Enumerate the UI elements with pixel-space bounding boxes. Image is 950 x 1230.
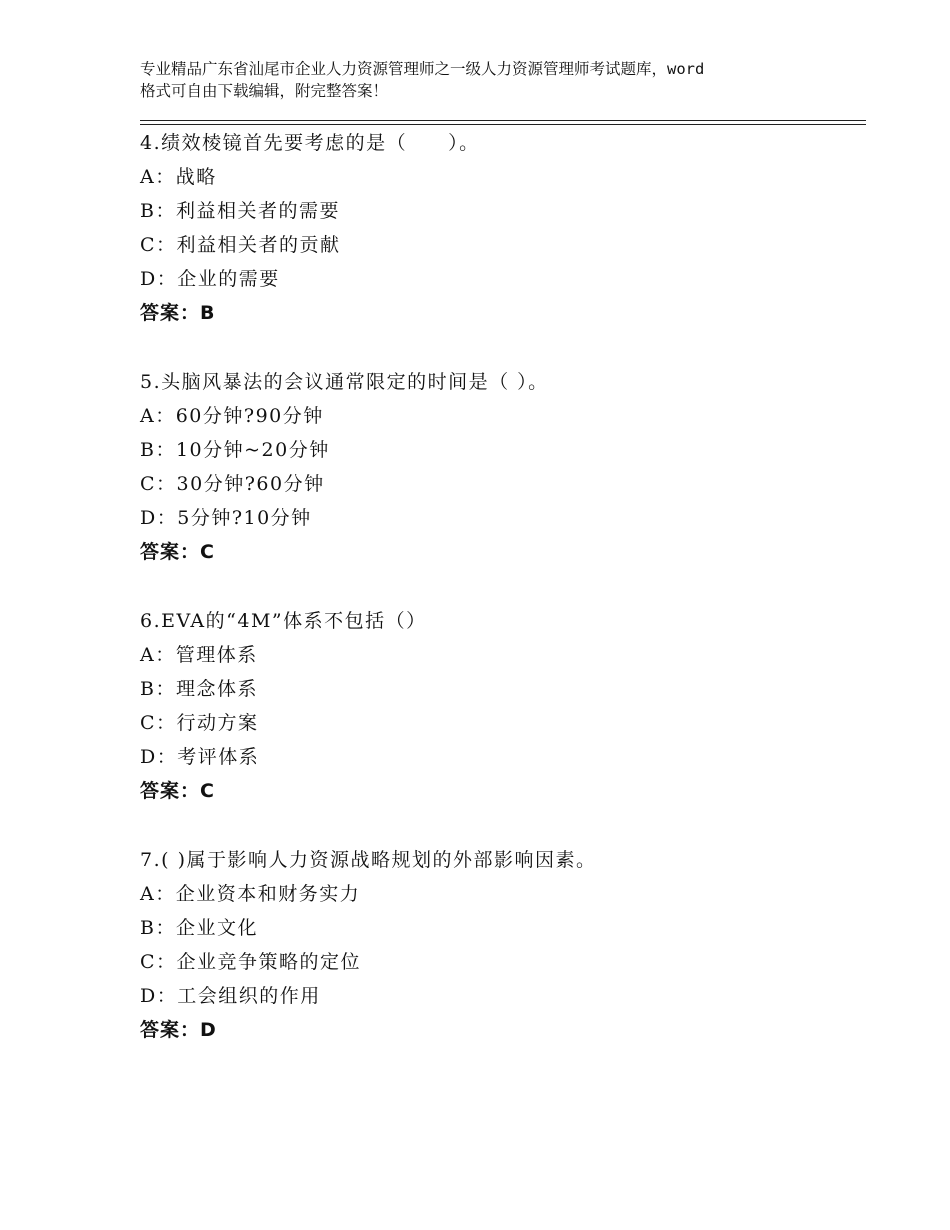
option-d: D：企业的需要 [140,268,280,290]
header-title-line-1: 专业精品广东省汕尾市企业人力资源管理师之一级人力资源管理师考试题库，word [140,60,705,78]
option-a: A：企业资本和财务实力 [140,883,361,905]
answer-label: 答案：D [140,1019,217,1041]
question-list [140,126,860,1082]
question-4 [140,126,860,330]
answer-label: 答案：C [140,780,215,802]
option-c: C：企业竞争策略的定位 [140,951,362,973]
option-b: B：10分钟~20分钟 [140,439,330,461]
question-7 [140,843,860,1047]
option-d: D：工会组织的作用 [140,985,321,1007]
option-d: D：5分钟?10分钟 [140,507,312,529]
question-stem: 6.EVA的“4M”体系不包括（） [140,610,427,632]
answer-label: 答案：C [140,541,215,563]
option-d: D：考评体系 [140,746,260,768]
option-a: A：管理体系 [140,644,258,666]
question-stem: 4.绩效棱镜首先要考虑的是（ ）。 [140,132,480,154]
option-c: C：30分钟?60分钟 [140,473,325,495]
answer-label: 答案：B [140,302,216,324]
question-6 [140,604,860,808]
header-divider-top [140,120,866,121]
option-c: C：利益相关者的贡献 [140,234,341,256]
question-stem: 7.( )属于影响人力资源战略规划的外部影响因素。 [140,849,597,871]
option-b: B：利益相关者的需要 [140,200,340,222]
header-divider-bottom [140,124,866,125]
question-5 [140,365,860,569]
question-stem: 5.头脑风暴法的会议通常限定的时间是（ ）。 [140,371,549,393]
option-a: A：战略 [140,166,217,188]
header-title-line-2: 格式可自由下载编辑，附完整答案！ [140,82,389,100]
option-b: B：企业文化 [140,917,258,939]
option-c: C：行动方案 [140,712,259,734]
option-a: A：60分钟?90分钟 [140,405,324,427]
document-header [140,58,840,102]
option-b: B：理念体系 [140,678,258,700]
